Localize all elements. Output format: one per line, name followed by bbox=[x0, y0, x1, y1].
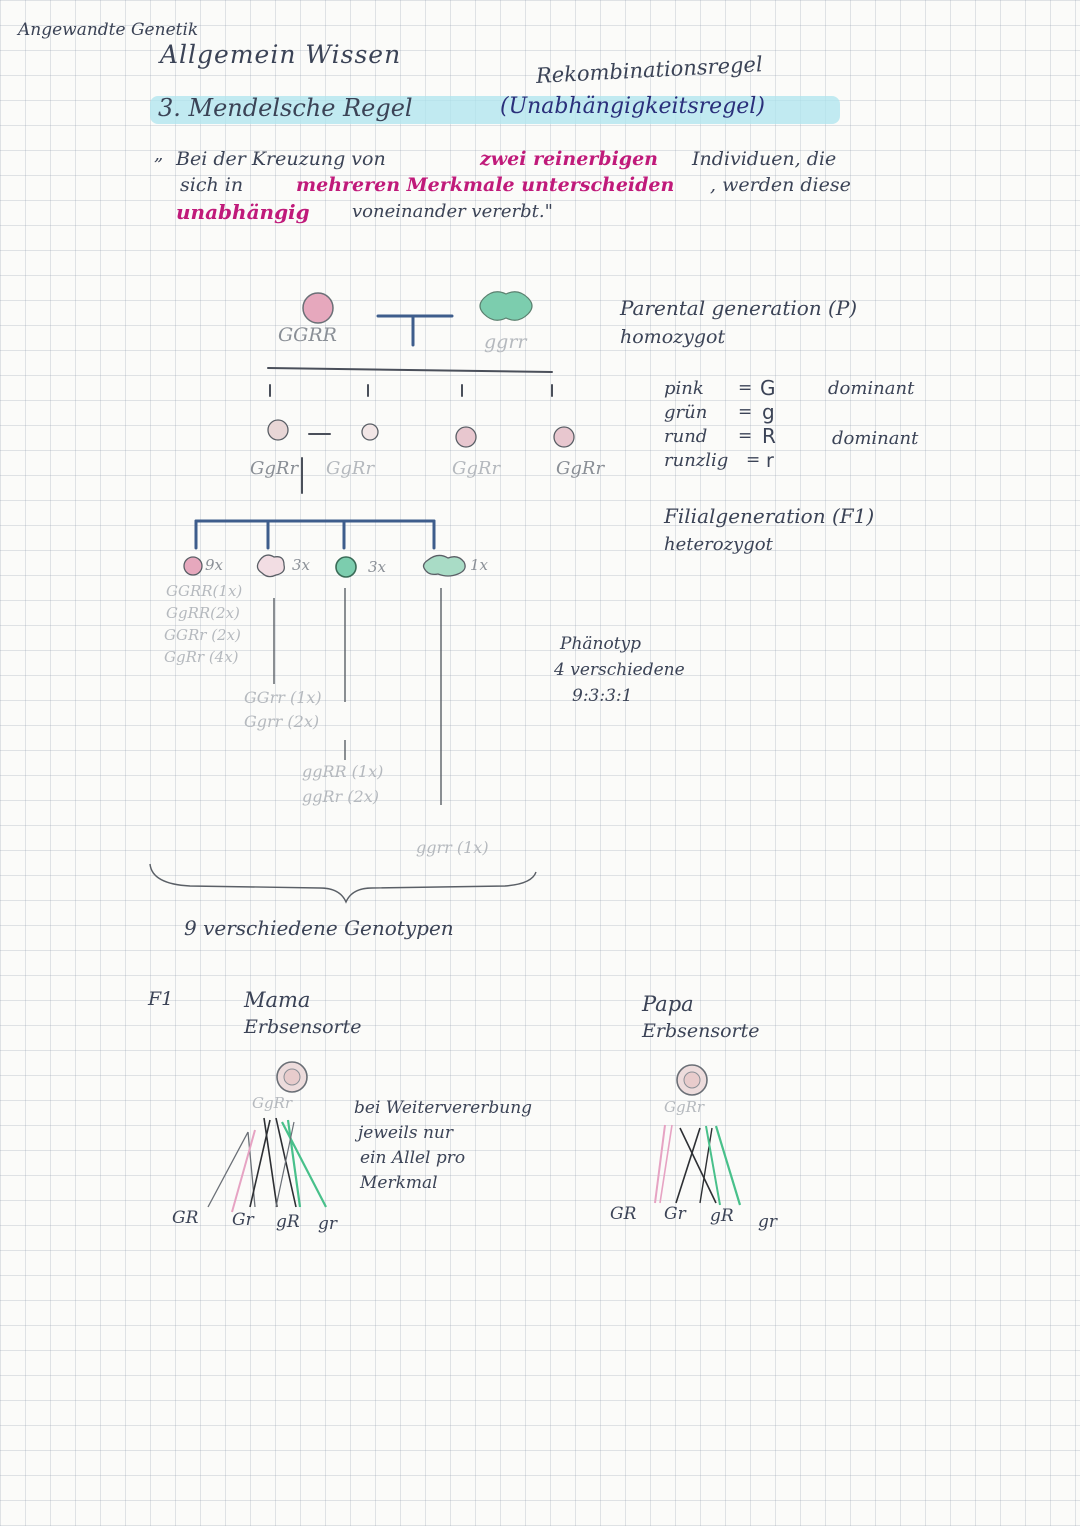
pea-pink-parent bbox=[303, 293, 333, 323]
trait-1-eq: = bbox=[738, 378, 753, 398]
dominant-label-2: dominant bbox=[832, 428, 919, 449]
trait-1-symbol: G bbox=[760, 376, 776, 400]
quote-line3-a: unabhängig bbox=[176, 200, 310, 224]
rule-subtitle: (Unabhängigkeitsregel) bbox=[500, 94, 765, 119]
quote-line1-c: Individuen, die bbox=[692, 148, 837, 170]
pea-f1-3 bbox=[456, 427, 476, 447]
quote-line1-b: zwei reinerbigen bbox=[480, 148, 658, 170]
parent-left-genotype: GGRR bbox=[278, 324, 337, 346]
pea-f1-1 bbox=[268, 420, 288, 440]
trait-2-name: grün bbox=[664, 402, 708, 423]
quote-line2-c: , werden diese bbox=[710, 174, 851, 196]
quote-line3-b: voneinander vererbt." bbox=[352, 201, 553, 222]
mama-gamete-2: Gr bbox=[232, 1210, 254, 1230]
f2-group2-2: Ggrr (2x) bbox=[244, 712, 320, 731]
section-title: Allgemein Wissen bbox=[160, 40, 402, 69]
papa-gamete-3: gR bbox=[710, 1206, 734, 1226]
f2-group4-1: ggrr (1x) bbox=[416, 838, 489, 857]
f2-count-1: 9x bbox=[205, 556, 224, 574]
f1-label: F1 bbox=[148, 988, 174, 1010]
f2-count-4: 1x bbox=[470, 556, 489, 574]
f2-count-3: 3x bbox=[368, 558, 387, 576]
pea-f1-2 bbox=[362, 424, 378, 440]
trait-3-eq: = bbox=[738, 426, 753, 446]
pea-f2-pink-round bbox=[184, 557, 202, 575]
f2-group3-1: ggRR (1x) bbox=[302, 762, 384, 781]
pea-f2-green-wrinkled bbox=[424, 555, 466, 576]
genotype-brace bbox=[150, 864, 536, 902]
inheritance-note-3: ein Allel pro bbox=[360, 1148, 466, 1168]
parental-label-1: Parental generation (P) bbox=[620, 296, 858, 320]
f2-group1-1: GGRR(1x) bbox=[166, 582, 243, 600]
parental-label-2: homozygot bbox=[620, 326, 726, 348]
papa-sort-label: Erbsensorte bbox=[642, 1020, 760, 1042]
trait-2-symbol: g bbox=[762, 400, 775, 424]
quote-open: „ bbox=[154, 144, 164, 165]
pea-mama-inner bbox=[284, 1069, 300, 1085]
trait-4-symbol: r bbox=[766, 450, 774, 472]
f1-genotype-2: GgRr bbox=[326, 458, 375, 479]
f1-genotype-3: GgRr bbox=[452, 458, 501, 479]
f2-group1-4: GgRr (4x) bbox=[164, 648, 239, 666]
dominant-label-1: dominant bbox=[828, 378, 915, 399]
f2-group1-3: GGRr (2x) bbox=[164, 626, 241, 644]
phenotype-label: Phänotyp bbox=[560, 634, 642, 654]
quote-line2-b: mehreren Merkmale unterscheiden bbox=[296, 174, 675, 196]
phenotype-count: 4 verschiedene bbox=[554, 660, 685, 680]
pea-f2-green-round bbox=[336, 557, 356, 577]
papa-genotype: GgRr bbox=[664, 1098, 705, 1116]
papa-gamete-lines bbox=[655, 1125, 740, 1205]
f2-group2-1: GGrr (1x) bbox=[244, 688, 322, 707]
mama-sort-label: Erbsensorte bbox=[244, 1016, 362, 1038]
pea-papa-inner bbox=[684, 1072, 700, 1088]
mama-gamete-4: gr bbox=[318, 1214, 338, 1234]
trait-4-name: runzlig bbox=[664, 450, 729, 471]
f1-label-2: heterozygot bbox=[664, 534, 773, 555]
pea-f2-pink-wrinkled bbox=[257, 555, 284, 577]
cross-bracket-p bbox=[378, 316, 452, 345]
inheritance-note-4: Merkmal bbox=[360, 1173, 438, 1193]
f1-genotype-4: GgRr bbox=[556, 458, 605, 479]
rule-alt-name: Rekombinationsregel bbox=[535, 52, 764, 88]
inheritance-note-1: bei Weitervererbung bbox=[354, 1098, 533, 1118]
f2-group1-2: GgRR(2x) bbox=[166, 604, 240, 622]
mama-gamete-lines bbox=[208, 1118, 326, 1212]
trait-2-eq: = bbox=[738, 402, 753, 422]
p-line bbox=[268, 368, 552, 372]
rule-title: 3. Mendelsche Regel bbox=[158, 94, 413, 122]
pea-f1-4 bbox=[554, 427, 574, 447]
mama-gamete-1: GR bbox=[172, 1208, 199, 1228]
pea-green-wrinkled-parent bbox=[480, 292, 532, 321]
mama-genotype: GgRr bbox=[252, 1094, 293, 1112]
trait-3-name: rund bbox=[664, 426, 708, 447]
f2-group3-2: ggRr (2x) bbox=[302, 787, 379, 806]
trait-3-symbol: R bbox=[762, 424, 776, 448]
parent-right-genotype: ggrr bbox=[484, 331, 527, 353]
trait-1-name: pink bbox=[664, 378, 704, 399]
f1-label-1: Filialgeneration (F1) bbox=[664, 504, 875, 528]
f1-genotype-1: GgRr bbox=[250, 458, 299, 479]
papa-label: Papa bbox=[642, 992, 694, 1016]
mama-label: Mama bbox=[244, 988, 311, 1012]
quote-line2-a: sich in bbox=[180, 174, 244, 196]
trait-4-eq: = bbox=[746, 450, 761, 470]
genotype-count-note: 9 verschiedene Genotypen bbox=[184, 916, 454, 940]
inheritance-note-2: jeweils nur bbox=[358, 1123, 453, 1143]
papa-gamete-2: Gr bbox=[664, 1204, 686, 1224]
quote-line1-a: Bei der Kreuzung von bbox=[176, 148, 386, 170]
subject-title: Angewandte Genetik bbox=[18, 20, 199, 40]
mama-gamete-3: gR bbox=[276, 1212, 300, 1232]
papa-gamete-4: gr bbox=[758, 1212, 778, 1232]
papa-gamete-1: GR bbox=[610, 1204, 637, 1224]
phenotype-ratio: 9:3:3:1 bbox=[572, 686, 633, 706]
f2-count-2: 3x bbox=[292, 556, 311, 574]
